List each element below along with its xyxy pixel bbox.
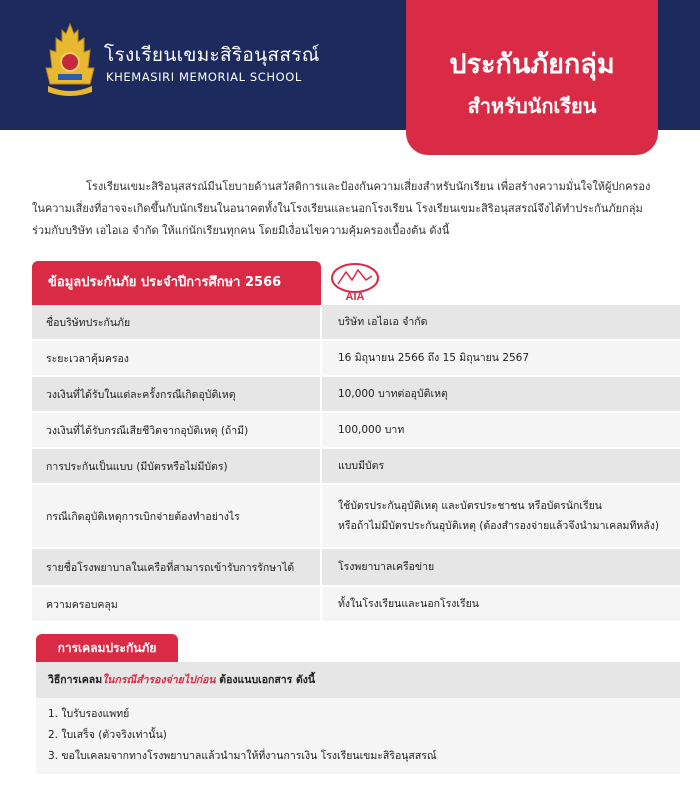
intro-line: ร่วมกับบริษัท เอไอเอ จำกัด ให้แก่นักเรียนทุกคน โดยมีเงื่อนไขความคุ้มครองเบื้องต้น ดังนี้ xyxy=(32,224,450,237)
row-value xyxy=(322,449,680,483)
row-value-text: 16 มิถุนายน 2566 ถึง 15 มิถุนายน 2567 xyxy=(338,352,530,364)
aia-logo-icon xyxy=(330,262,380,302)
intro-line: ในความเสี่ยงที่อาจจะเกิดขึ้นกับนักเรียนในอนาคตทั้งในโรงเรียนและนอกโรงเรียน โรงเรียนเขมะสิริอนุสสรณ์จึงได้ทำประกันภัยกลุ่ม xyxy=(32,202,643,215)
table-row xyxy=(32,413,680,449)
row-value xyxy=(322,549,680,585)
row-value-text: ทั้งในโรงเรียนและนอกโรงเรียน xyxy=(338,598,479,610)
row-value xyxy=(322,377,680,411)
claim-method-header xyxy=(36,662,680,698)
claim-document-list xyxy=(36,698,680,774)
row-label: รายชื่อโรงพยาบาลในเครือที่สามารถเข้ารับการรักษาได้ xyxy=(32,549,320,585)
table-row xyxy=(32,377,680,413)
list-item: 3. ขอใบเคลมจากทางโรงพยาบาลแล้วนำมาให้ที่งานการเงิน โรงเรียนเขมะสิริอนุสสรณ์ xyxy=(48,750,437,762)
row-value-text: 100,000 บาท xyxy=(338,424,405,436)
table-row xyxy=(32,485,680,549)
table-row xyxy=(32,587,680,623)
row-value xyxy=(322,341,680,375)
row-value-text: โรงพยาบาลเครือข่าย xyxy=(338,561,435,573)
row-label: ชื่อบริษัทประกันภัย xyxy=(32,305,320,339)
page-subtitle: สำหรับนักเรียน xyxy=(467,94,597,118)
intro-line: โรงเรียนเขมะสิริอนุสสรณ์มีนโยบายด้านสวัสดิการและป้องกันความเสี่ยงสำหรับนักเรียน เพื่อสร้างความมั่นใจให้ผู้ปกครอง xyxy=(86,180,651,193)
list-item: 2. ใบเสร็จ (ตัวจริงเท่านั้น) xyxy=(48,729,167,741)
row-value xyxy=(322,305,680,339)
aia-logo-text: AIA xyxy=(345,291,365,302)
row-value-text: ใช้บัตรประกันอุบัติเหตุ และบัตรประชาชน หรือบัตรนักเรียน xyxy=(338,500,602,512)
row-value xyxy=(322,413,680,447)
claim-section-tab: การเคลมประกันภัย xyxy=(36,634,178,662)
table-row xyxy=(32,549,680,587)
row-label: กรณีเกิดอุบัติเหตุการเบิกจ่ายต้องทำอย่างไร xyxy=(32,485,320,547)
intro-paragraph xyxy=(32,176,672,242)
school-emblem-icon xyxy=(44,22,96,98)
row-label: การประกันเป็นแบบ (มีบัตรหรือไม่มีบัตร) xyxy=(32,449,320,483)
info-table xyxy=(32,305,680,623)
claim-method-prefix: วิธีการเคลม xyxy=(48,674,103,686)
school-name-thai: โรงเรียนเขมะสิริอนุสสรณ์ xyxy=(104,44,320,66)
claim-method-suffix: ต้องแนบเอกสาร ดังนี้ xyxy=(215,674,316,686)
row-value-text: 10,000 บาทต่ออุบัติเหตุ xyxy=(338,388,448,400)
row-label: วงเงินที่ได้รับกรณีเสียชีวิตจากอุบัติเหตุ (ถ้ามี) xyxy=(32,413,320,447)
table-row xyxy=(32,449,680,485)
table-row xyxy=(32,341,680,377)
row-value-text: แบบมีบัตร xyxy=(338,460,385,472)
list-item: 1. ใบรับรองแพทย์ xyxy=(48,708,130,720)
school-name-english: KHEMASIRI MEMORIAL SCHOOL xyxy=(106,70,302,84)
row-value xyxy=(322,587,680,621)
page-title: ประกันภัยกลุ่ม xyxy=(449,49,615,80)
header-banner xyxy=(0,0,700,130)
row-value-text: บริษัท เอไอเอ จำกัด xyxy=(338,316,428,328)
row-value xyxy=(322,485,680,547)
row-label: วงเงินที่ได้รับในแต่ละครั้งกรณีเกิดอุบัติเหตุ xyxy=(32,377,320,411)
row-label: ระยะเวลาคุ้มครอง xyxy=(32,341,320,375)
row-label: ความครอบคลุม xyxy=(32,587,320,621)
table-row xyxy=(32,305,680,341)
claim-method-highlight: ในกรณีสำรองจ่ายไปก่อน xyxy=(102,674,216,686)
title-box xyxy=(406,0,658,155)
info-section-tab: ข้อมูลประกันภัย ประจำปีการศึกษา 2566 xyxy=(32,261,321,305)
row-value-text: หรือถ้าไม่มีบัตรประกันอุบัติเหตุ (ต้องสำรองจ่ายแล้วจึงนำมาเคลมทีหลัง) xyxy=(338,520,659,532)
